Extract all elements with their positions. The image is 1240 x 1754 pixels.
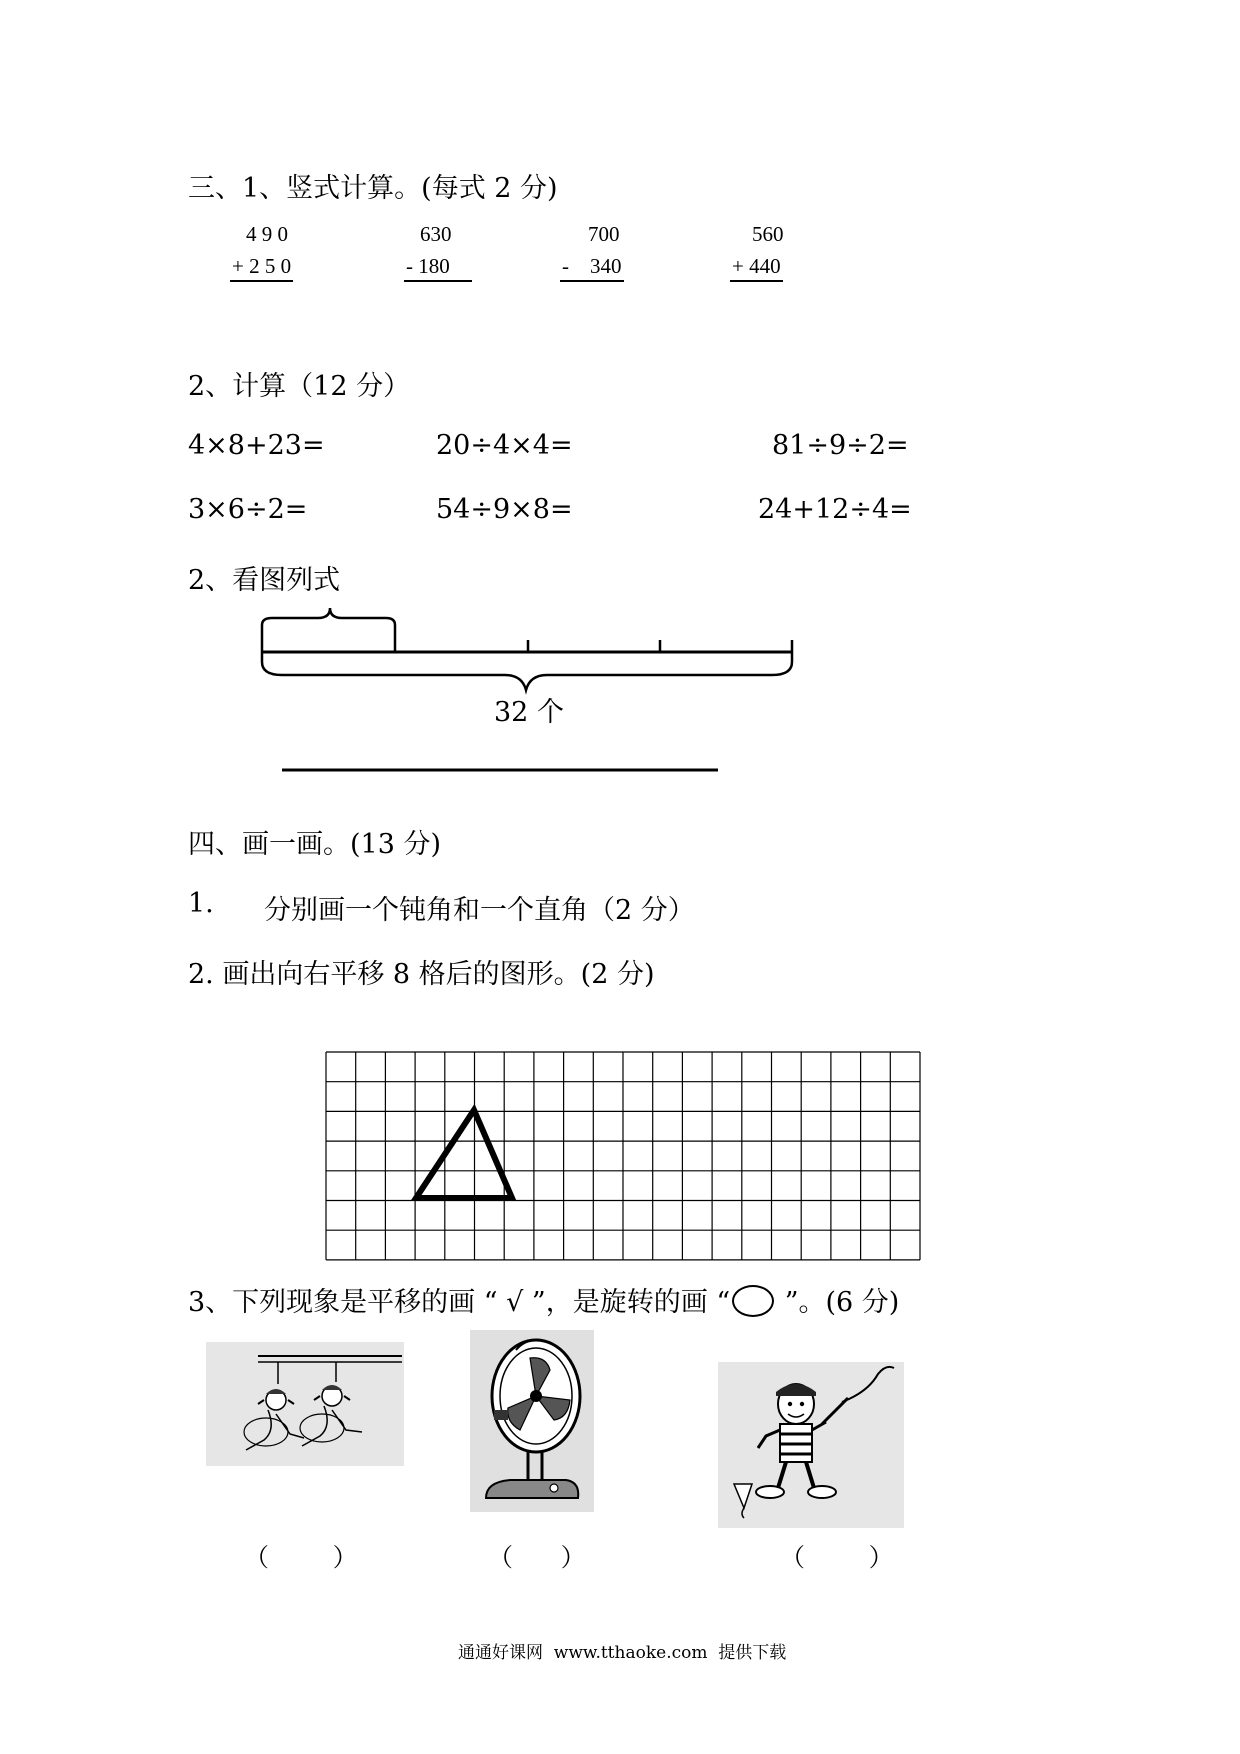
spinning-top-boy-image [718, 1362, 904, 1528]
expression-2-2: 54÷9×8= [436, 494, 573, 525]
vertical-bottom-3: - 340 [560, 254, 624, 282]
zipline-children-image [206, 1342, 404, 1466]
expression-2-1: 3×6÷2= [188, 494, 308, 525]
answer-paren-3[interactable]: （ ） [780, 1543, 894, 1572]
answer-paren-1[interactable]: （ ） [244, 1543, 358, 1572]
circle-symbol [732, 1285, 774, 1317]
section4-q3-text-a: 3、下列现象是平移的画 “ √ ”，是旋转的画 “ [188, 1287, 731, 1318]
vertical-top-4: 560 [752, 222, 784, 246]
section3-q2-title: 2、计算（12 分） [188, 371, 411, 402]
electric-fan-image [470, 1330, 594, 1512]
section3-q1-title: 三、1、竖式计算。(每式 2 分) [188, 173, 558, 204]
diagram-total-label: 32 个 [494, 697, 564, 728]
section4-q2-text: 2. 画出向右平移 8 格后的图形。(2 分) [188, 959, 655, 990]
section4-q3-text-b: ”。(6 分) [776, 1287, 900, 1318]
expression-1-3: 81÷9÷2= [772, 430, 909, 461]
vertical-bottom-1: + 2 5 0 [230, 254, 293, 282]
vertical-top-1: 4 9 0 [246, 222, 288, 246]
expression-2-3: 24+12÷4= [758, 494, 912, 525]
vertical-top-2: 630 [420, 222, 452, 246]
expression-1-1: 4×8+23= [188, 430, 325, 461]
triangle-shape [416, 1110, 512, 1198]
footer-text: 通通好课网 www.tthaoke.com 提供下载 [458, 1643, 787, 1663]
section3-q3-title: 2、看图列式 [188, 565, 341, 596]
expression-1-2: 20÷4×4= [436, 430, 573, 461]
section4-title: 四、画一画。(13 分) [188, 829, 442, 860]
section4-q3-text [188, 1280, 899, 1319]
section4-q1-number: 1. [188, 888, 214, 919]
vertical-bottom-4: + 440 [730, 254, 783, 282]
answer-paren-2[interactable]: （ ） [488, 1543, 586, 1572]
vertical-top-3: 700 [588, 222, 620, 246]
vertical-bottom-2: - 180 [404, 254, 472, 282]
section4-q1-text: 分别画一个钝角和一个直角（2 分） [264, 895, 695, 926]
